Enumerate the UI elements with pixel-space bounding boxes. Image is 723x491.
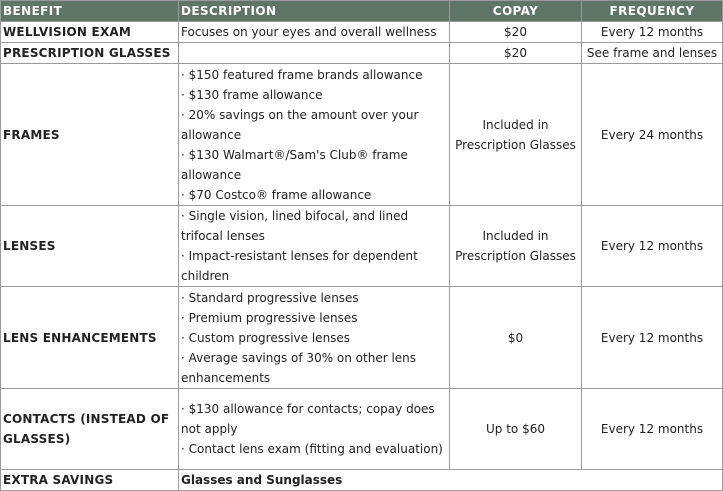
description-cell <box>179 64 450 206</box>
copay-cell: Up to $60 <box>450 389 582 470</box>
description-line: · Premium progressive lenses <box>181 310 358 325</box>
description-line: · Standard progressive lenses <box>181 290 359 305</box>
description-line: · Custom progressive lenses <box>181 330 351 345</box>
header-frequency: FREQUENCY <box>582 1 723 22</box>
description-cell <box>179 287 450 389</box>
copay-cell: Included in Prescription Glasses <box>450 64 582 206</box>
header-benefit: BENEFIT <box>1 1 179 22</box>
benefit-cell: LENSES <box>1 206 179 287</box>
description-line: · $130 frame allowance <box>181 87 323 102</box>
description-line: · Impact-resistant lenses for dependent children <box>181 249 418 283</box>
description-line: · $150 featured frame brands allowance <box>181 67 423 82</box>
description-line: · 20% savings on the amount over your allowance <box>181 107 419 142</box>
table-row <box>1 64 723 206</box>
table-header <box>1 1 723 22</box>
description-line: · $130 allowance for contacts; copay does not apply <box>181 402 435 436</box>
description-line: · Contact lens exam (fitting and evaluation) <box>181 442 443 456</box>
description-cell <box>179 22 450 43</box>
description-line: Focuses on your eyes and overall wellness <box>181 25 437 39</box>
copay-cell: Included in Prescription Glasses <box>450 206 582 287</box>
benefit-cell: EXTRA SAVINGS <box>1 470 179 491</box>
table-row <box>1 287 723 389</box>
frequency-cell: Every 24 months <box>582 64 723 206</box>
table-row <box>1 389 723 470</box>
benefit-cell: FRAMES <box>1 64 179 206</box>
header-copay: COPAY <box>450 1 582 22</box>
description-cell <box>179 389 450 470</box>
description-cell <box>179 43 450 64</box>
benefit-cell: CONTACTS (INSTEAD OF GLASSES) <box>1 389 179 470</box>
table-row <box>1 43 723 64</box>
frequency-cell: Every 12 months <box>582 206 723 287</box>
frequency-cell: Every 12 months <box>582 22 723 43</box>
description-line: · $130 Walmart®/Sam's Club® frame allowance <box>181 147 408 182</box>
benefit-cell: LENS ENHANCEMENTS <box>1 287 179 389</box>
extra-savings-cell: Glasses and Sunglasses <box>179 470 723 491</box>
table-row <box>1 206 723 287</box>
copay-cell: $0 <box>450 287 582 389</box>
description-line: · Single vision, lined bifocal, and lined trifocal lenses <box>181 209 409 243</box>
frequency-cell: Every 12 months <box>582 389 723 470</box>
table-row <box>1 22 723 43</box>
header-row <box>1 1 723 22</box>
description-line: · Average savings of 30% on other lens enhancements <box>181 350 417 385</box>
benefit-cell: WELLVISION EXAM <box>1 22 179 43</box>
description-cell <box>179 206 450 287</box>
table-body <box>1 22 723 491</box>
frequency-cell: See frame and lenses <box>582 43 723 64</box>
header-description: DESCRIPTION <box>179 1 450 22</box>
benefit-cell: PRESCRIPTION GLASSES <box>1 43 179 64</box>
frequency-cell: Every 12 months <box>582 287 723 389</box>
table-row <box>1 470 723 491</box>
description-line: · $70 Costco® frame allowance <box>181 187 372 202</box>
copay-cell: $20 <box>450 43 582 64</box>
copay-cell: $20 <box>450 22 582 43</box>
